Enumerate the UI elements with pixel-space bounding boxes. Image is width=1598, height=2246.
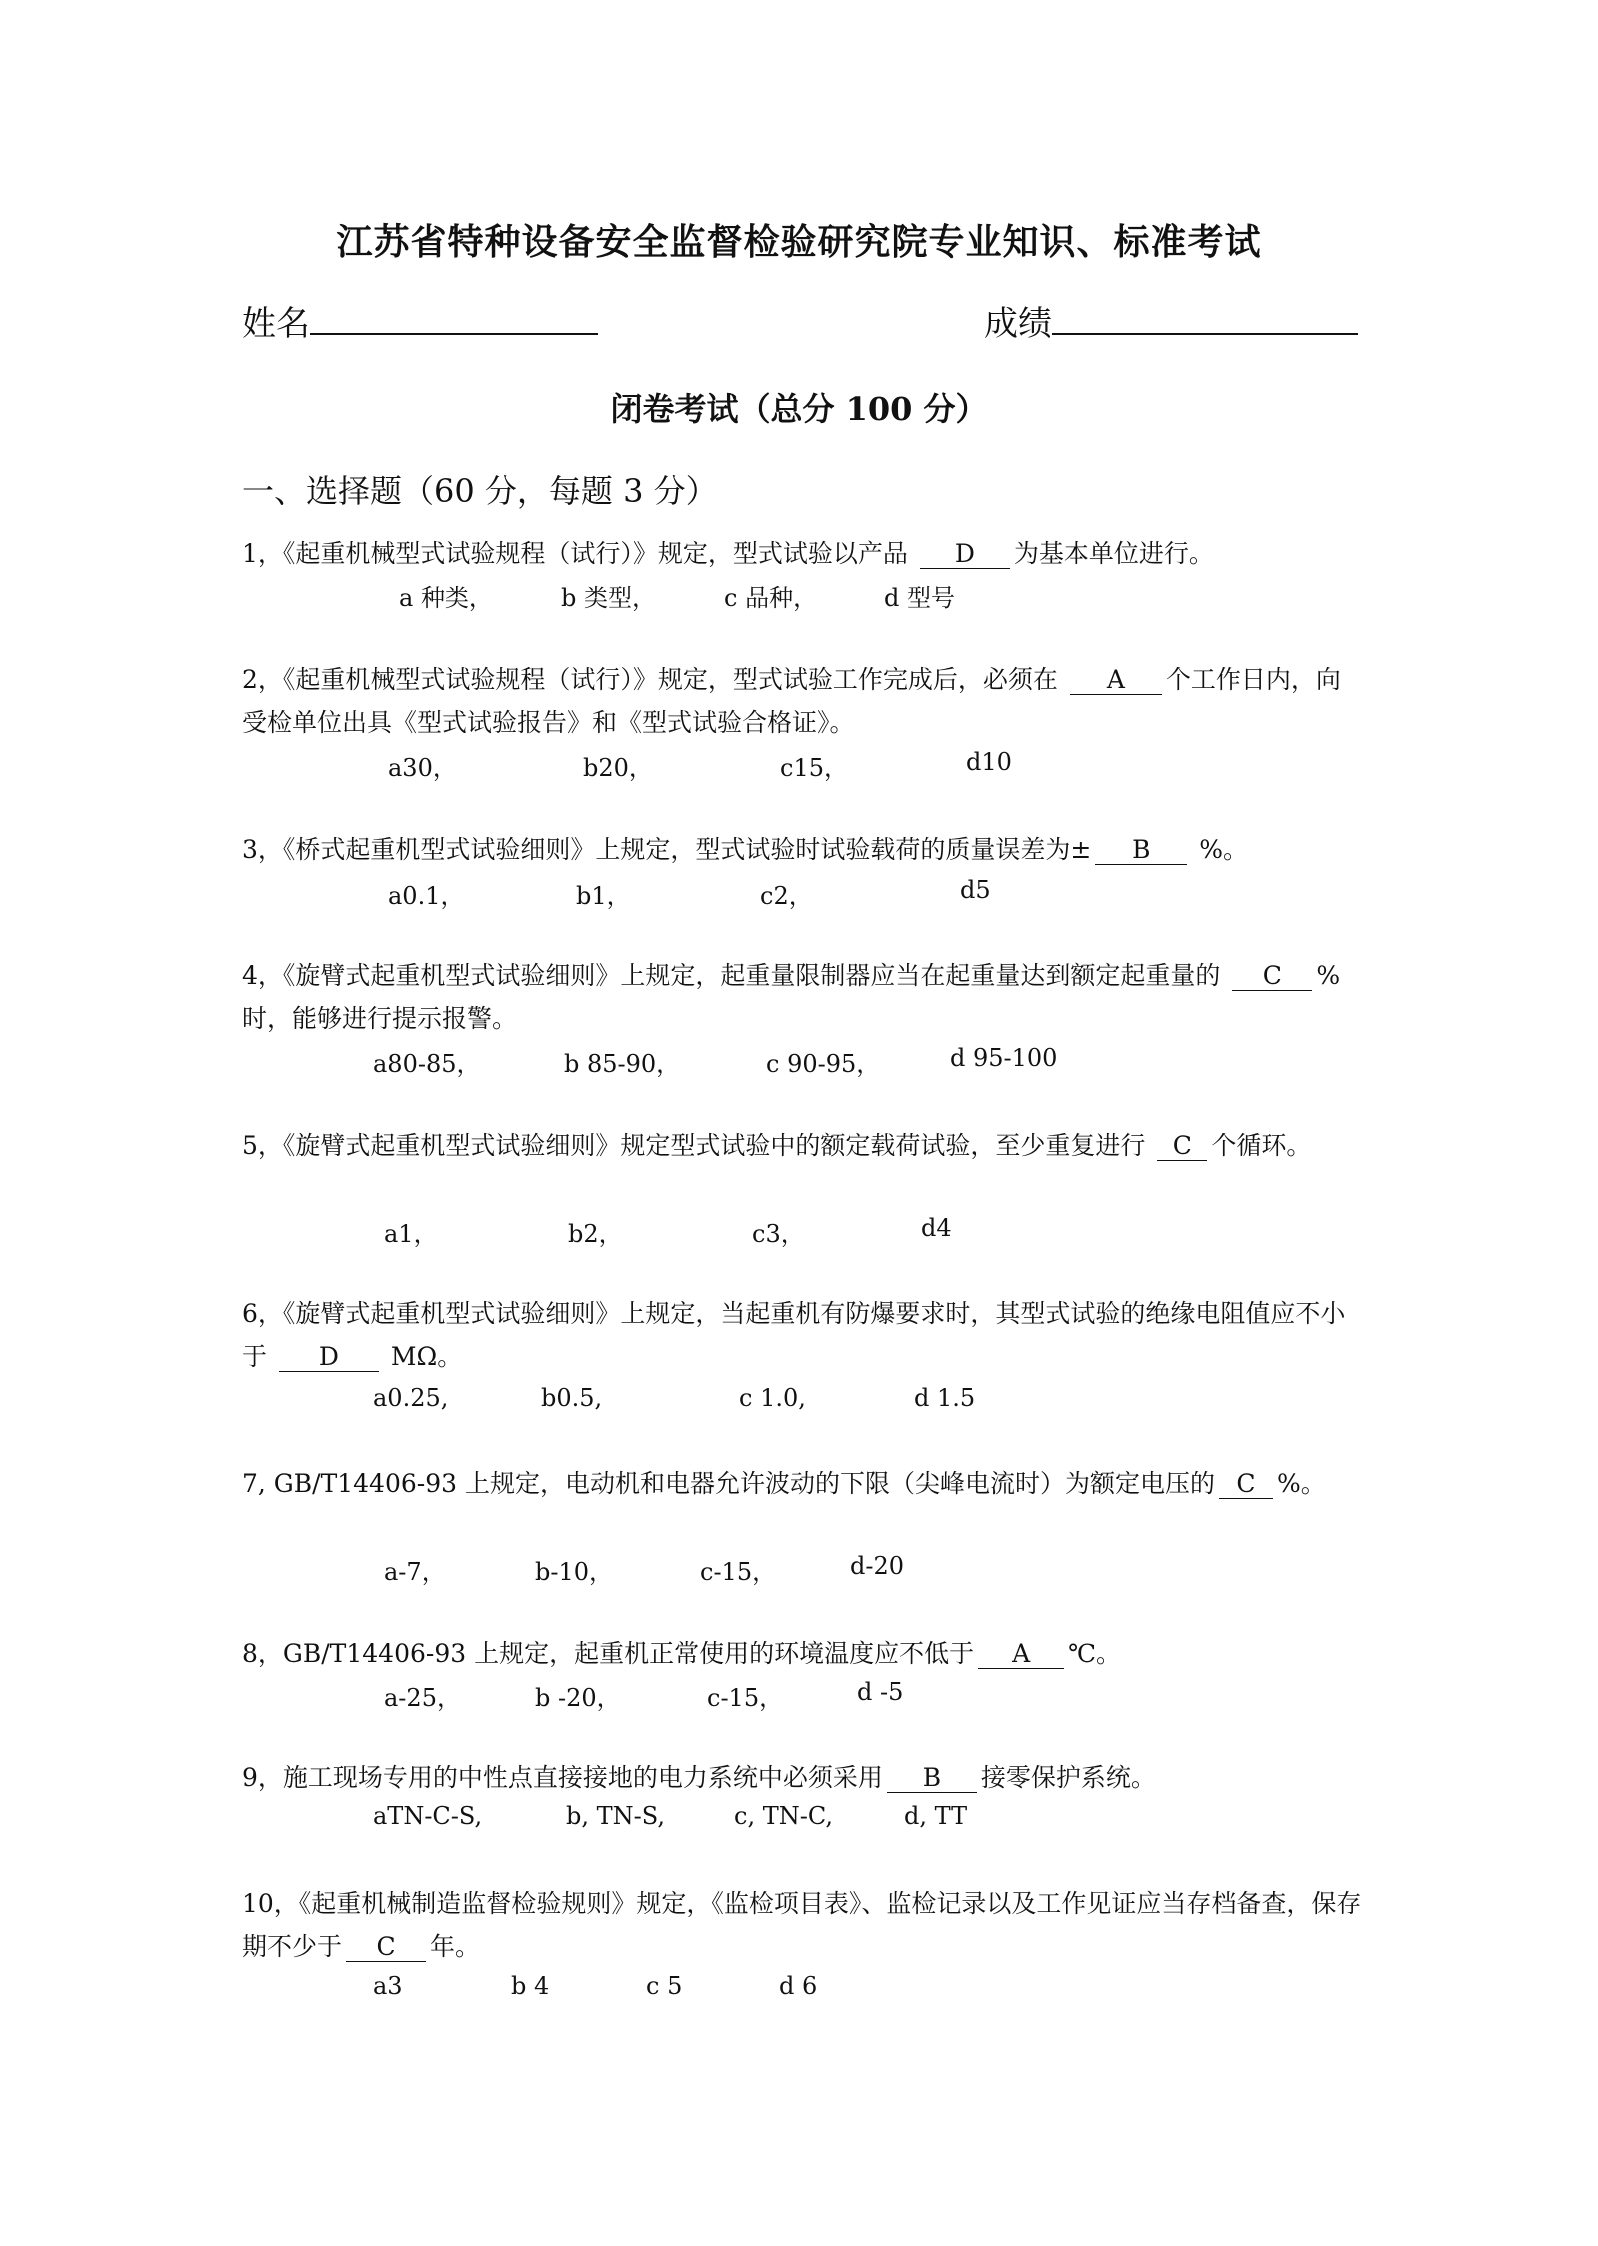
option-c: c 品种， (724, 584, 818, 612)
option-c: c15， (780, 754, 848, 782)
option-c: c-15， (707, 1684, 784, 1712)
question-text: 9，施工现场专用的中性点直接接地的电力系统中必须采用 (242, 1763, 883, 1792)
question-10 (242, 1882, 1362, 1968)
option-b: b2， (568, 1220, 623, 1248)
option-b: b20， (583, 754, 653, 782)
question-1 (242, 532, 1362, 575)
option-c: c 1.0, (739, 1384, 806, 1412)
answer-blank: C (1219, 1470, 1273, 1499)
question-text-end: ℃。 (1068, 1639, 1122, 1668)
option-c: c3， (752, 1220, 805, 1248)
option-b: b, TN-S, (566, 1802, 665, 1830)
question-text-end: %。 (1191, 835, 1249, 864)
option-d: d10 (966, 748, 1012, 776)
option-b: b -20， (535, 1684, 621, 1712)
question-text: 6，《旋臂式起重机型式试验细则》上规定，当起重机有防爆要求时，其型式试验的绝缘电阻值应不小于 (242, 1299, 1346, 1371)
option-d: d, TT (904, 1802, 968, 1830)
question-text: 3，《桥式起重机型式试验细则》上规定，型式试验时试验载荷的质量误差为± (242, 835, 1092, 864)
question-text: 1，《起重机械型式试验规程（试行）》规定，型式试验以产品 (242, 539, 916, 568)
option-c: c 5 (646, 1972, 683, 2000)
exam-title: 江苏省特种设备安全监督检验研究院专业知识、标准考试 (336, 221, 1262, 263)
question-2 (242, 658, 1362, 744)
question-text-end: 接零保护系统。 (980, 1763, 1156, 1792)
question-text-end: %。 (1276, 1469, 1326, 1498)
option-c: c 90-95， (766, 1050, 881, 1078)
question-text: 7, GB/T14406-93 上规定，电动机和电器允许波动的下限（尖峰电流时）为额定电压的 (242, 1469, 1215, 1498)
option-b: b 4 (511, 1972, 550, 2000)
question-9 (242, 1756, 1362, 1799)
answer-blank: B (1095, 836, 1187, 865)
question-text-end: MΩ。 (382, 1342, 463, 1371)
option-b: b 类型， (561, 584, 656, 612)
option-a: a1， (384, 1220, 438, 1248)
score-label: 成绩 (984, 304, 1052, 344)
option-d: d 95-100 (950, 1044, 1058, 1072)
option-a: a30， (388, 754, 457, 782)
option-a: a 种类， (399, 584, 493, 612)
question-text: 8，GB/T14406-93 上规定，起重机正常使用的环境温度应不低于 (242, 1639, 975, 1668)
option-a: aTN-C-S, (373, 1802, 483, 1830)
option-c: c-15， (700, 1558, 777, 1586)
name-label: 姓名 (242, 304, 310, 344)
option-b: b1， (576, 882, 631, 910)
option-b: b 85-90， (564, 1050, 681, 1078)
option-d: d5 (960, 876, 991, 904)
question-7 (242, 1462, 1362, 1505)
answer-blank: D (920, 540, 1010, 569)
name-field (242, 296, 598, 345)
question-text-end: 为基本单位进行。 (1013, 539, 1214, 568)
exam-subtitle: 闭卷考试（总分 100 分） (610, 390, 988, 428)
option-d: d 1.5 (914, 1384, 976, 1412)
option-d: d4 (921, 1214, 952, 1242)
name-blank (310, 303, 598, 335)
score-blank (1052, 303, 1358, 335)
answer-blank: C (1232, 962, 1312, 991)
question-text: 10，《起重机械制造监督检验规则》规定，《监检项目表》、监检记录以及工作见证应当存档备查，保存期不少于 (242, 1889, 1362, 1961)
option-b: b0.5, (541, 1384, 603, 1412)
question-text-end: 个循环。 (1211, 1131, 1312, 1160)
option-d: d 6 (779, 1972, 818, 2000)
option-a: a3 (373, 1972, 403, 2000)
question-6 (242, 1292, 1362, 1378)
question-text-end: % 时，能够进行提示报警。 (242, 961, 1341, 1033)
question-5 (242, 1124, 1362, 1167)
option-d: d 型号 (884, 584, 955, 612)
question-text-end: 个工作日内，向受检单位出具《型式试验报告》和《型式试验合格证》。 (242, 665, 1341, 737)
question-text: 5，《旋臂式起重机型式试验细则》规定型式试验中的额定载荷试验，至少重复进行 (242, 1131, 1154, 1160)
option-c: c, TN-C, (734, 1802, 833, 1830)
question-text-end: 年。 (430, 1932, 481, 1961)
answer-blank: C (1157, 1132, 1207, 1161)
option-a: a0.1， (388, 882, 465, 910)
option-a: a-7， (384, 1558, 446, 1586)
answer-blank: C (346, 1933, 426, 1962)
question-3 (242, 828, 1362, 871)
option-d: d -5 (857, 1678, 904, 1706)
option-c: c2， (760, 882, 813, 910)
option-a: a-25， (384, 1684, 461, 1712)
score-field (984, 296, 1358, 345)
question-text: 2，《起重机械型式试验规程（试行）》规定，型式试验工作完成后，必须在 (242, 665, 1066, 694)
answer-blank: B (887, 1764, 977, 1793)
question-8 (242, 1632, 1362, 1675)
option-a: a0.25, (373, 1384, 449, 1412)
option-d: d-20 (850, 1552, 905, 1580)
question-4 (242, 954, 1362, 1040)
section-heading: 一、选择题（60 分，每题 3 分） (242, 472, 718, 510)
answer-blank: A (1070, 666, 1162, 695)
question-text: 4，《旋臂式起重机型式试验细则》上规定，起重量限制器应当在起重量达到额定起重量的 (242, 961, 1229, 990)
option-b: b-10， (535, 1558, 614, 1586)
answer-blank: A (978, 1640, 1064, 1669)
option-a: a80-85， (373, 1050, 481, 1078)
answer-blank: D (279, 1343, 379, 1372)
